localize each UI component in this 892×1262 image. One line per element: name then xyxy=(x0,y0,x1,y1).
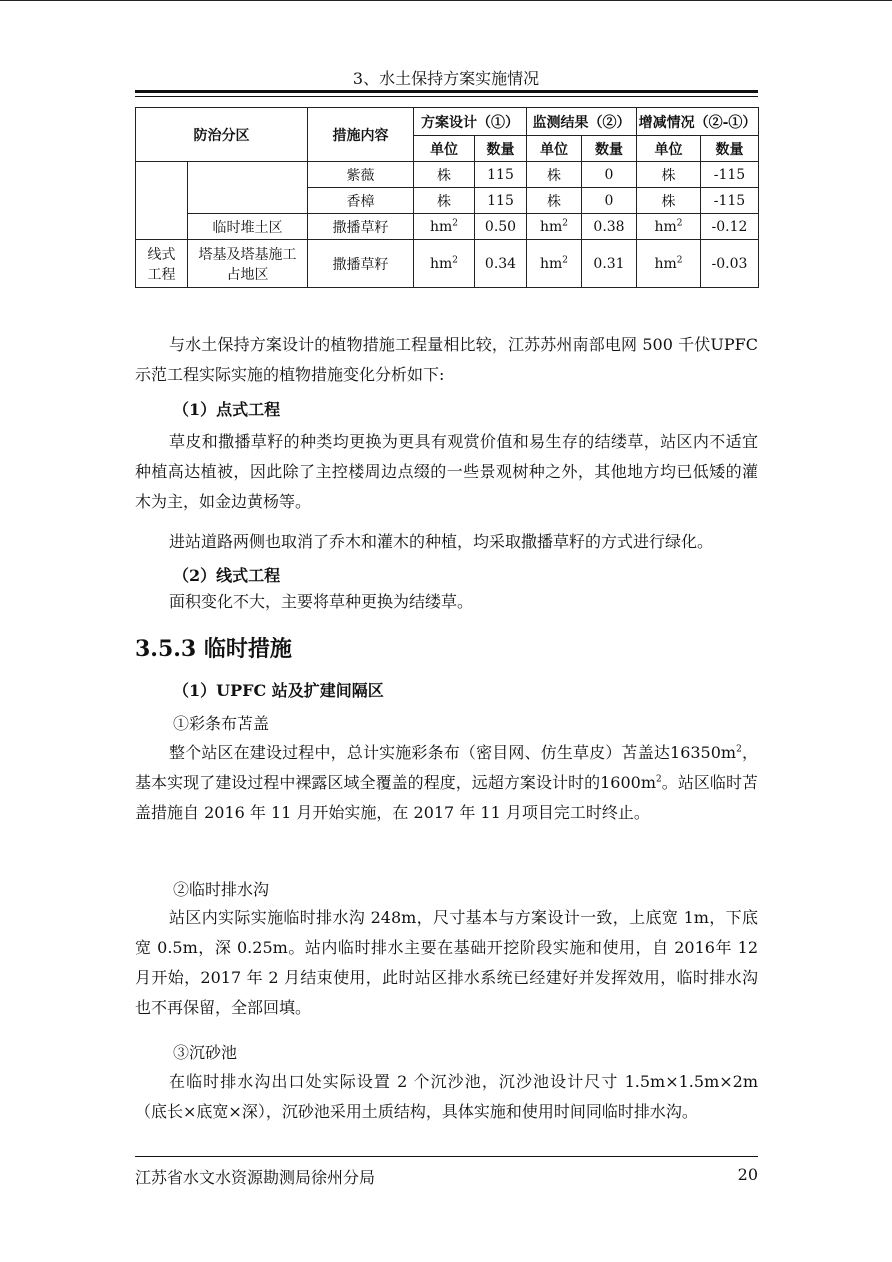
qty-cell: -115 xyxy=(701,162,759,188)
tarp-paragraph: 整个站区在建设过程中，总计实施彩条布（密目网、仿生草皮）苫盖达$16350m^2$，基本实现了建设过程中裸露区域全覆盖的程度，远超方案设计时的$1600m^2$。站区临时苫盖措施自 2016 年 11 月开始实施，在 2017 年 11 月项目完工时终止。 xyxy=(135,743,758,822)
section-heading-3-5-3: 3.5.3 临时措施 xyxy=(135,636,292,662)
qty-cell: 0.38 xyxy=(582,214,637,240)
qty-cell: 0.50 xyxy=(475,214,527,240)
col-header-design: 方案设计（①） xyxy=(414,108,527,136)
col-header-zone: 防治分区 xyxy=(136,108,308,162)
unit-cell: 株 xyxy=(637,162,701,188)
unit-cell: $hm^2$ xyxy=(637,240,701,288)
section-title-upfc: （1）UPFC 站及扩建间隔区 xyxy=(173,681,384,700)
qty-cell: 0 xyxy=(582,188,637,214)
page-top-edge xyxy=(0,0,892,1)
table-row xyxy=(136,214,759,240)
unit-cell: 株 xyxy=(527,188,582,214)
subzone-cell: 塔基及塔基施工 占地区 xyxy=(188,240,308,288)
qty-cell: -0.12 xyxy=(701,214,759,240)
unit-cell: $hm^2$ xyxy=(527,214,582,240)
table-row xyxy=(136,240,759,288)
unit-cell: 株 xyxy=(414,188,475,214)
unit-cell: 株 xyxy=(527,162,582,188)
subheader-qty: 数量 xyxy=(701,136,759,162)
unit-cell: 株 xyxy=(637,188,701,214)
qty-cell: 0.31 xyxy=(582,240,637,288)
item-title-basin: ③沉砂池 xyxy=(173,1043,238,1062)
point-paragraph-1: 草皮和撒播草籽的种类均更换为更具有观赏价值和易生存的结缕草，站区内不适宜种植高达植被，因此除了主控楼周边点缀的一些景观树种之外，其他地方均已低矮的灌木为主，如金边黄杨等。 xyxy=(135,432,758,511)
subheader-unit: 单位 xyxy=(637,136,701,162)
zone-cell: 线式 工程 xyxy=(136,240,188,288)
header-rule-thin xyxy=(135,96,758,97)
item-title-drain: ②临时排水沟 xyxy=(173,880,270,899)
header-rule-thick xyxy=(135,90,758,93)
col-header-monitor: 监测结果（②） xyxy=(527,108,637,136)
zone-cell-empty xyxy=(136,162,188,240)
table-header-row xyxy=(136,108,759,136)
footer-rule xyxy=(135,1156,758,1157)
item-title-tarp: ①彩条布苫盖 xyxy=(173,714,270,733)
page-header: 3、水土保持方案实施情况 xyxy=(352,69,540,88)
section-title-point: （1）点式工程 xyxy=(173,400,281,419)
unit-cell: $hm^2$ xyxy=(414,214,475,240)
unit-cell: $hm^2$ xyxy=(527,240,582,288)
col-header-measure: 措施内容 xyxy=(308,108,414,162)
unit-cell: $hm^2$ xyxy=(414,240,475,288)
unit-cell: $hm^2$ xyxy=(637,214,701,240)
vegetation-measures-table xyxy=(135,107,759,288)
section-title-line: （2）线式工程 xyxy=(173,566,281,585)
qty-cell: -0.03 xyxy=(701,240,759,288)
measure-cell: 撒播草籽 xyxy=(308,240,414,288)
unit-cell: 株 xyxy=(414,162,475,188)
qty-cell: 0.34 xyxy=(475,240,527,288)
qty-cell: 115 xyxy=(475,162,527,188)
measure-cell: 撒播草籽 xyxy=(308,214,414,240)
qty-cell: -115 xyxy=(701,188,759,214)
qty-cell: 0 xyxy=(582,162,637,188)
line-paragraph: 面积变化不大，主要将草种更换为结缕草。 xyxy=(169,592,474,611)
footer-organization: 江苏省水文水资源勘测局徐州分局 xyxy=(135,1168,376,1187)
subzone-cell-empty xyxy=(188,162,308,214)
page-number: 20 xyxy=(737,1165,758,1184)
drain-paragraph: 站区内实际实施临时排水沟 248m，尺寸基本与方案设计一致，上底宽 1m，下底宽 0.5m，深 0.25m。站内临时排水主要在基础开挖阶段实施和使用，自 2016年 12 月开始，2017 年 2 月结束使用，此时站区排水系统已经建好并发挥效用，临时排水沟也不再保留，全部回填。 xyxy=(135,908,758,1017)
col-header-change: 增减情况（②-①） xyxy=(637,108,759,136)
table-row xyxy=(136,162,759,188)
measure-cell: 紫薇 xyxy=(308,162,414,188)
point-paragraph-2: 进站道路两侧也取消了乔木和灌木的种植，均采取撒播草籽的方式进行绿化。 xyxy=(169,532,714,551)
subheader-unit: 单位 xyxy=(414,136,475,162)
subzone-cell: 临时堆土区 xyxy=(188,214,308,240)
intro-paragraph: 与水土保持方案设计的植物措施工程量相比较，江苏苏州南部电网 500 千伏UPFC 示范工程实际实施的植物措施变化分析如下: xyxy=(135,335,758,384)
basin-paragraph: 在临时排水沟出口处实际设置 2 个沉沙池，沉沙池设计尺寸 1.5m×1.5m×2m（底长×底宽×深），沉砂池采用土质结构，具体实施和使用时间同临时排水沟。 xyxy=(135,1072,758,1121)
qty-cell: 115 xyxy=(475,188,527,214)
measure-cell: 香樟 xyxy=(308,188,414,214)
subheader-unit: 单位 xyxy=(527,136,582,162)
subheader-qty: 数量 xyxy=(582,136,637,162)
subheader-qty: 数量 xyxy=(475,136,527,162)
